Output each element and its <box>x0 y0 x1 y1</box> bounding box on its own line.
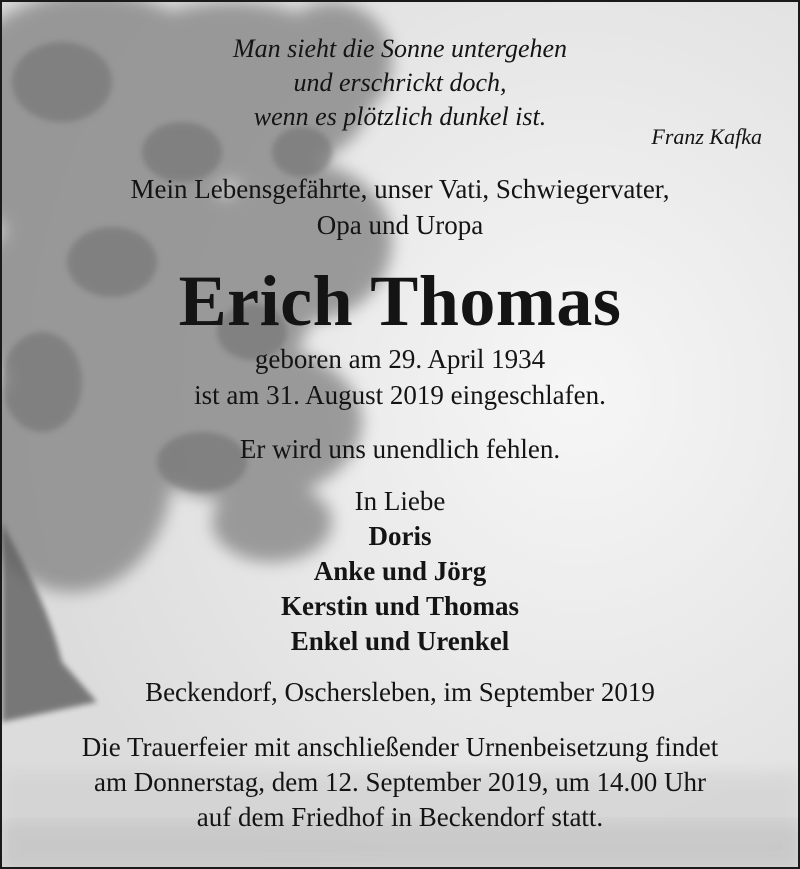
quote-line: und erschrickt doch, <box>293 68 507 97</box>
service-info-line: Die Trauerfeier mit anschließender Urnenbeisetzung findet <box>81 732 719 762</box>
birth-date-line: geboren am 29. April 1934 <box>254 344 546 374</box>
service-info-line: am Donnerstag, dem 12. September 2019, um 14.00 Uhr <box>94 767 706 797</box>
mourner-name: Doris <box>368 521 432 551</box>
mourner-name: Enkel und Urenkel <box>290 626 510 656</box>
quote-line: Man sieht die Sonne untergehen <box>232 34 568 63</box>
intro-line: Opa und Uropa <box>316 210 484 240</box>
service-info-line: auf dem Friedhof in Beckendorf statt. <box>196 802 604 832</box>
in-love-label: In Liebe <box>354 486 446 516</box>
quote-author: Franz Kafka <box>651 124 762 149</box>
intro-line: Mein Lebensgefährte, unser Vati, Schwiegervater, <box>130 174 670 204</box>
place-date-line: Beckendorf, Oschersleben, im September 2019 <box>145 677 655 707</box>
death-date-line: ist am 31. August 2019 eingeschlafen. <box>194 380 606 410</box>
mourner-name: Kerstin und Thomas <box>280 591 520 621</box>
quote-line: wenn es plötzlich dunkel ist. <box>253 102 547 131</box>
mourner-name: Anke und Jörg <box>313 556 487 586</box>
deceased-name: Erich Thomas <box>178 261 622 341</box>
remembrance-line: Er wird uns unendlich fehlen. <box>239 434 561 464</box>
